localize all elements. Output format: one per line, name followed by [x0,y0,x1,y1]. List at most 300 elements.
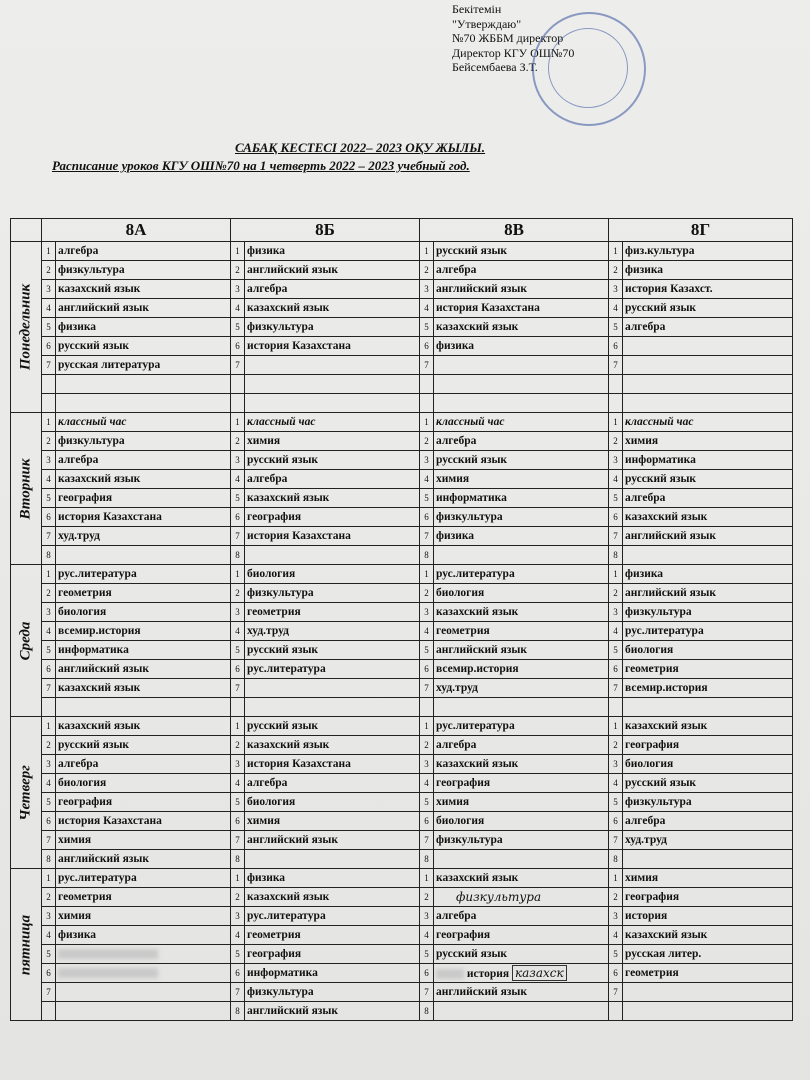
subject-cell: всемир.история [623,679,793,698]
subject-cell: история Казахстана [245,755,420,774]
subject-cell: казахский язык [434,869,609,888]
subject-cell [623,983,793,1002]
lesson-number: 8 [231,1002,245,1021]
lesson-number: 6 [42,812,56,831]
lesson-row [11,926,793,945]
lesson-number: 6 [42,964,56,983]
subject-cell: казахский язык [434,603,609,622]
lesson-row [11,698,793,717]
class-header: 8А [42,219,231,242]
official-stamp [532,12,646,126]
subject-cell [56,983,231,1002]
lesson-row [11,299,793,318]
subject-cell: биология [56,603,231,622]
lesson-number: 4 [231,926,245,945]
lesson-number: 6 [609,812,623,831]
lesson-row [11,318,793,337]
lesson-number: 8 [420,1002,434,1021]
subject-cell: казахский язык [56,717,231,736]
day-label-cell [11,413,42,565]
lesson-number: 3 [420,603,434,622]
lesson-row [11,964,793,983]
subject-cell: английский язык [434,280,609,299]
day-label-cell [11,242,42,413]
subject-cell: казахский язык [623,508,793,527]
lesson-number: 7 [609,356,623,375]
lesson-number [42,394,56,413]
lesson-number: 6 [420,812,434,831]
lesson-number: 8 [420,850,434,869]
lesson-number: 1 [231,869,245,888]
subject-cell: история Казахстана [245,337,420,356]
subject-cell: география [434,926,609,945]
subject-cell: рус.литература [56,869,231,888]
subject-cell [623,356,793,375]
lesson-number: 1 [231,565,245,584]
subject-cell [56,964,231,983]
approval-line: №70 ЖББМ директор [452,31,564,45]
subject-cell: английский язык [56,850,231,869]
lesson-row [11,983,793,1002]
subject-cell: английский язык [434,983,609,1002]
lesson-number [609,1002,623,1021]
lesson-number: 4 [42,926,56,945]
lesson-number: 5 [609,489,623,508]
lesson-row [11,261,793,280]
lesson-number: 5 [420,945,434,964]
subject-cell: физкультура [623,603,793,622]
subject-cell: геометрия [245,603,420,622]
subject-cell: география [623,736,793,755]
lesson-number: 1 [42,869,56,888]
approval-line: "Утверждаю" [452,16,522,31]
subject-cell: худ.труд [434,679,609,698]
subject-cell: алгебра [434,261,609,280]
subject-cell: химия [434,793,609,812]
lesson-number: 4 [609,774,623,793]
lesson-number: 6 [42,337,56,356]
subject-cell: информатика [245,964,420,983]
subject-cell [56,394,231,413]
subject-cell: химия [245,812,420,831]
lesson-number: 7 [420,356,434,375]
lesson-number: 3 [231,451,245,470]
subject-cell: физика [434,527,609,546]
lesson-number: 4 [609,622,623,641]
subject-cell [623,850,793,869]
lesson-number: 7 [231,527,245,546]
lesson-row [11,622,793,641]
lesson-number: 7 [42,527,56,546]
subject-cell: физ.культура [623,242,793,261]
lesson-number: 2 [609,261,623,280]
subject-cell: физика [245,242,420,261]
subject-cell: классный час [434,413,609,432]
lesson-number: 1 [231,413,245,432]
subject-cell [434,1002,609,1021]
lesson-number: 5 [609,945,623,964]
subject-cell: биология [623,641,793,660]
subject-cell: алгебра [56,755,231,774]
subject-cell: география [56,489,231,508]
lesson-number: 7 [609,831,623,850]
subject-cell: русский язык [623,470,793,489]
lesson-number: 3 [609,280,623,299]
subject-cell: худ.труд [56,527,231,546]
lesson-number: 6 [609,508,623,527]
title-kazakh: САБАҚ КЕСТЕСІ 2022– 2023 ОҚУ ЖЫЛЫ. [235,140,486,155]
lesson-number: 5 [42,318,56,337]
subject-cell: физкультура [56,432,231,451]
subject-cell: русская литература [56,356,231,375]
lesson-number: 1 [42,717,56,736]
lesson-row [11,565,793,584]
class-header: 8В [420,219,609,242]
lesson-row [11,774,793,793]
subject-cell: физика [56,318,231,337]
lesson-number [420,394,434,413]
lesson-number: 2 [42,736,56,755]
approval-line: Бекітемін [452,2,502,16]
subject-cell: рус.литература [434,717,609,736]
subject-cell: химия [623,432,793,451]
lesson-number: 8 [231,546,245,565]
lesson-number: 3 [420,907,434,926]
lesson-number: 7 [609,679,623,698]
lesson-row [11,489,793,508]
lesson-number: 1 [42,242,56,261]
subject-cell: алгебра [245,470,420,489]
lesson-number: 3 [42,907,56,926]
lesson-number: 1 [420,242,434,261]
subject-cell [623,546,793,565]
lesson-number: 7 [42,983,56,1002]
subject-cell: биология [623,755,793,774]
day-label: Понедельник [17,283,34,371]
subject-cell: казахский язык [56,470,231,489]
lesson-number: 2 [609,584,623,603]
lesson-number: 1 [420,413,434,432]
subject-cell: история Казахстана [434,299,609,318]
subject-cell: биология [434,584,609,603]
lesson-number: 2 [231,736,245,755]
lesson-number: 7 [231,831,245,850]
title-russian: Расписание уроков КГУ ОШ№70 на 1 четверть 2022 – 2023 учебный год. [52,158,470,173]
lesson-number: 6 [231,508,245,527]
lesson-number [42,698,56,717]
lesson-number: 5 [231,945,245,964]
lesson-number: 1 [420,717,434,736]
lesson-number: 4 [609,926,623,945]
subject-cell: казахский язык [245,489,420,508]
lesson-number: 6 [609,337,623,356]
subject-cell: физкультура [434,508,609,527]
lesson-number: 7 [609,527,623,546]
lesson-number: 7 [420,983,434,1002]
lesson-row [11,508,793,527]
lesson-number: 8 [231,850,245,869]
subject-cell: физика [245,869,420,888]
subject-cell: география [623,888,793,907]
lesson-number: 3 [609,755,623,774]
class-header: 8Б [231,219,420,242]
lesson-number: 5 [420,641,434,660]
lesson-number: 5 [609,793,623,812]
lesson-row [11,641,793,660]
lesson-row [11,584,793,603]
subject-cell: казахский язык [56,679,231,698]
lesson-number: 5 [231,641,245,660]
subject-cell: русский язык [56,337,231,356]
subject-cell: классный час [245,413,420,432]
subject-cell: рус.литература [434,565,609,584]
subject-cell: история Казахстана [56,812,231,831]
subject-cell: алгебра [245,774,420,793]
lesson-number: 5 [420,318,434,337]
lesson-row [11,812,793,831]
subject-cell [623,1002,793,1021]
lesson-number: 3 [609,907,623,926]
lesson-number: 3 [231,603,245,622]
day-label-cell [11,717,42,869]
subject-cell [245,850,420,869]
day-label: Вторник [17,458,34,519]
subject-cell: английский язык [245,831,420,850]
lesson-number: 4 [42,470,56,489]
subject-cell: история [623,907,793,926]
subject-cell: биология [245,565,420,584]
lesson-number: 2 [420,584,434,603]
subject-cell: география [245,945,420,964]
subject-cell: худ.труд [245,622,420,641]
lesson-number: 7 [609,983,623,1002]
subject-cell: русский язык [623,774,793,793]
lesson-number: 7 [420,831,434,850]
subject-cell [434,964,609,983]
subject-cell: казахский язык [434,755,609,774]
lesson-number: 6 [231,812,245,831]
lesson-number: 3 [42,280,56,299]
subject-cell [56,375,231,394]
subject-cell: казахский язык [245,736,420,755]
subject-cell: казахский язык [434,318,609,337]
subject-cell: химия [56,831,231,850]
lesson-row [11,394,793,413]
lesson-number: 1 [609,242,623,261]
subject-cell: геометрия [623,964,793,983]
lesson-number: 1 [42,565,56,584]
subject-cell: русский язык [56,736,231,755]
subject-cell: алгебра [56,242,231,261]
lesson-number: 4 [609,299,623,318]
day-label: Среда [17,621,34,660]
lesson-number [231,698,245,717]
subject-cell [434,850,609,869]
lesson-row [11,356,793,375]
redacted-mark [58,968,158,978]
lesson-number: 1 [42,413,56,432]
lesson-number: 7 [231,983,245,1002]
subject-cell: физкультура [56,261,231,280]
lesson-number: 4 [420,470,434,489]
lesson-number: 1 [231,242,245,261]
redacted-mark [58,949,158,959]
lesson-number: 5 [609,641,623,660]
lesson-number: 1 [609,413,623,432]
subject-cell: всемир.история [434,660,609,679]
subject-cell: алгебра [434,432,609,451]
subject-cell [56,698,231,717]
subject-cell: биология [434,812,609,831]
subject-cell: английский язык [245,261,420,280]
lesson-row [11,527,793,546]
day-label: Четверг [17,764,34,821]
lesson-number: 4 [231,470,245,489]
lesson-number: 3 [609,451,623,470]
subject-cell: русская литер. [623,945,793,964]
lesson-number: 8 [609,850,623,869]
lesson-row [11,755,793,774]
lesson-number: 5 [420,793,434,812]
schedule-table [10,218,793,1021]
subject-cell: классный час [56,413,231,432]
lesson-number: 2 [231,888,245,907]
lesson-number: 1 [231,717,245,736]
subject-cell: химия [434,470,609,489]
lesson-number: 4 [42,774,56,793]
subject-cell: геометрия [56,584,231,603]
lesson-row [11,242,793,261]
subject-cell: рус.литература [56,565,231,584]
subject-cell: алгебра [623,812,793,831]
subject-cell: география [56,793,231,812]
subject-cell: русский язык [623,299,793,318]
subject-cell: физика [434,337,609,356]
subject-cell: русский язык [245,717,420,736]
subject-cell: рус.литература [245,907,420,926]
lesson-number [420,375,434,394]
lesson-number: 1 [420,565,434,584]
day-label-cell [11,869,42,1021]
subject-cell: химия [245,432,420,451]
subject-cell [245,394,420,413]
lesson-row [11,945,793,964]
subject-cell [434,546,609,565]
lesson-number: 2 [609,736,623,755]
lesson-number: 5 [42,489,56,508]
subject-cell [434,888,609,907]
lesson-number: 2 [420,888,434,907]
lesson-number: 2 [231,584,245,603]
lesson-number: 7 [420,527,434,546]
lesson-number: 4 [420,622,434,641]
subject-cell: физика [56,926,231,945]
subject-cell: физика [623,565,793,584]
approval-line: Бейсембаева З.Т. [452,60,538,74]
lesson-number: 2 [42,432,56,451]
lesson-row [11,793,793,812]
subject-cell: английский язык [434,641,609,660]
subject-cell: рус.литература [623,622,793,641]
subject-cell: алгебра [245,280,420,299]
lesson-number: 6 [609,660,623,679]
lesson-number: 7 [231,679,245,698]
subject-cell: биология [56,774,231,793]
subject-cell: география [245,508,420,527]
subject-cell: информатика [56,641,231,660]
lesson-number: 4 [231,774,245,793]
lesson-number: 4 [231,622,245,641]
subject-cell [623,337,793,356]
lesson-number: 6 [420,337,434,356]
subject-cell: информатика [623,451,793,470]
subject-cell: казахский язык [245,299,420,318]
lesson-number [231,394,245,413]
subject-cell [434,375,609,394]
lesson-number [609,394,623,413]
lesson-number: 1 [609,717,623,736]
subject-cell: история Казахстана [56,508,231,527]
redacted-mark [436,969,464,979]
lesson-number: 6 [231,337,245,356]
subject-cell: казахский язык [56,280,231,299]
subject-cell: английский язык [623,584,793,603]
subject-cell: английский язык [56,660,231,679]
lesson-row [11,470,793,489]
lesson-number: 5 [420,489,434,508]
subject-cell [623,375,793,394]
lesson-number: 8 [420,546,434,565]
subject-cell: география [434,774,609,793]
lesson-row [11,413,793,432]
lesson-row [11,603,793,622]
lesson-number: 5 [231,318,245,337]
lesson-number: 3 [420,280,434,299]
lesson-number: 4 [420,774,434,793]
lesson-row [11,280,793,299]
subject-cell: русский язык [434,242,609,261]
subject-cell: геометрия [434,622,609,641]
subject-cell [245,356,420,375]
lesson-number: 3 [420,451,434,470]
subject-cell [56,945,231,964]
subject-cell: алгебра [434,907,609,926]
subject-cell: геометрия [245,926,420,945]
lesson-row [11,869,793,888]
lesson-number: 1 [609,869,623,888]
lesson-number: 3 [42,451,56,470]
subject-cell [245,546,420,565]
lesson-number [42,375,56,394]
lesson-number: 5 [231,489,245,508]
lesson-number: 7 [42,679,56,698]
subject-cell: русский язык [245,641,420,660]
lesson-number: 3 [231,907,245,926]
lesson-number: 8 [42,850,56,869]
lesson-number: 6 [42,508,56,527]
lesson-number: 6 [420,508,434,527]
lesson-number: 3 [42,755,56,774]
lesson-number: 8 [609,546,623,565]
subject-cell: казахский язык [623,717,793,736]
lesson-number: 3 [231,280,245,299]
subject-cell: физика [623,261,793,280]
subject-cell: алгебра [623,318,793,337]
subject-cell [434,356,609,375]
lesson-number: 8 [42,546,56,565]
lesson-number: 4 [42,622,56,641]
subject-cell: физкультура [245,318,420,337]
